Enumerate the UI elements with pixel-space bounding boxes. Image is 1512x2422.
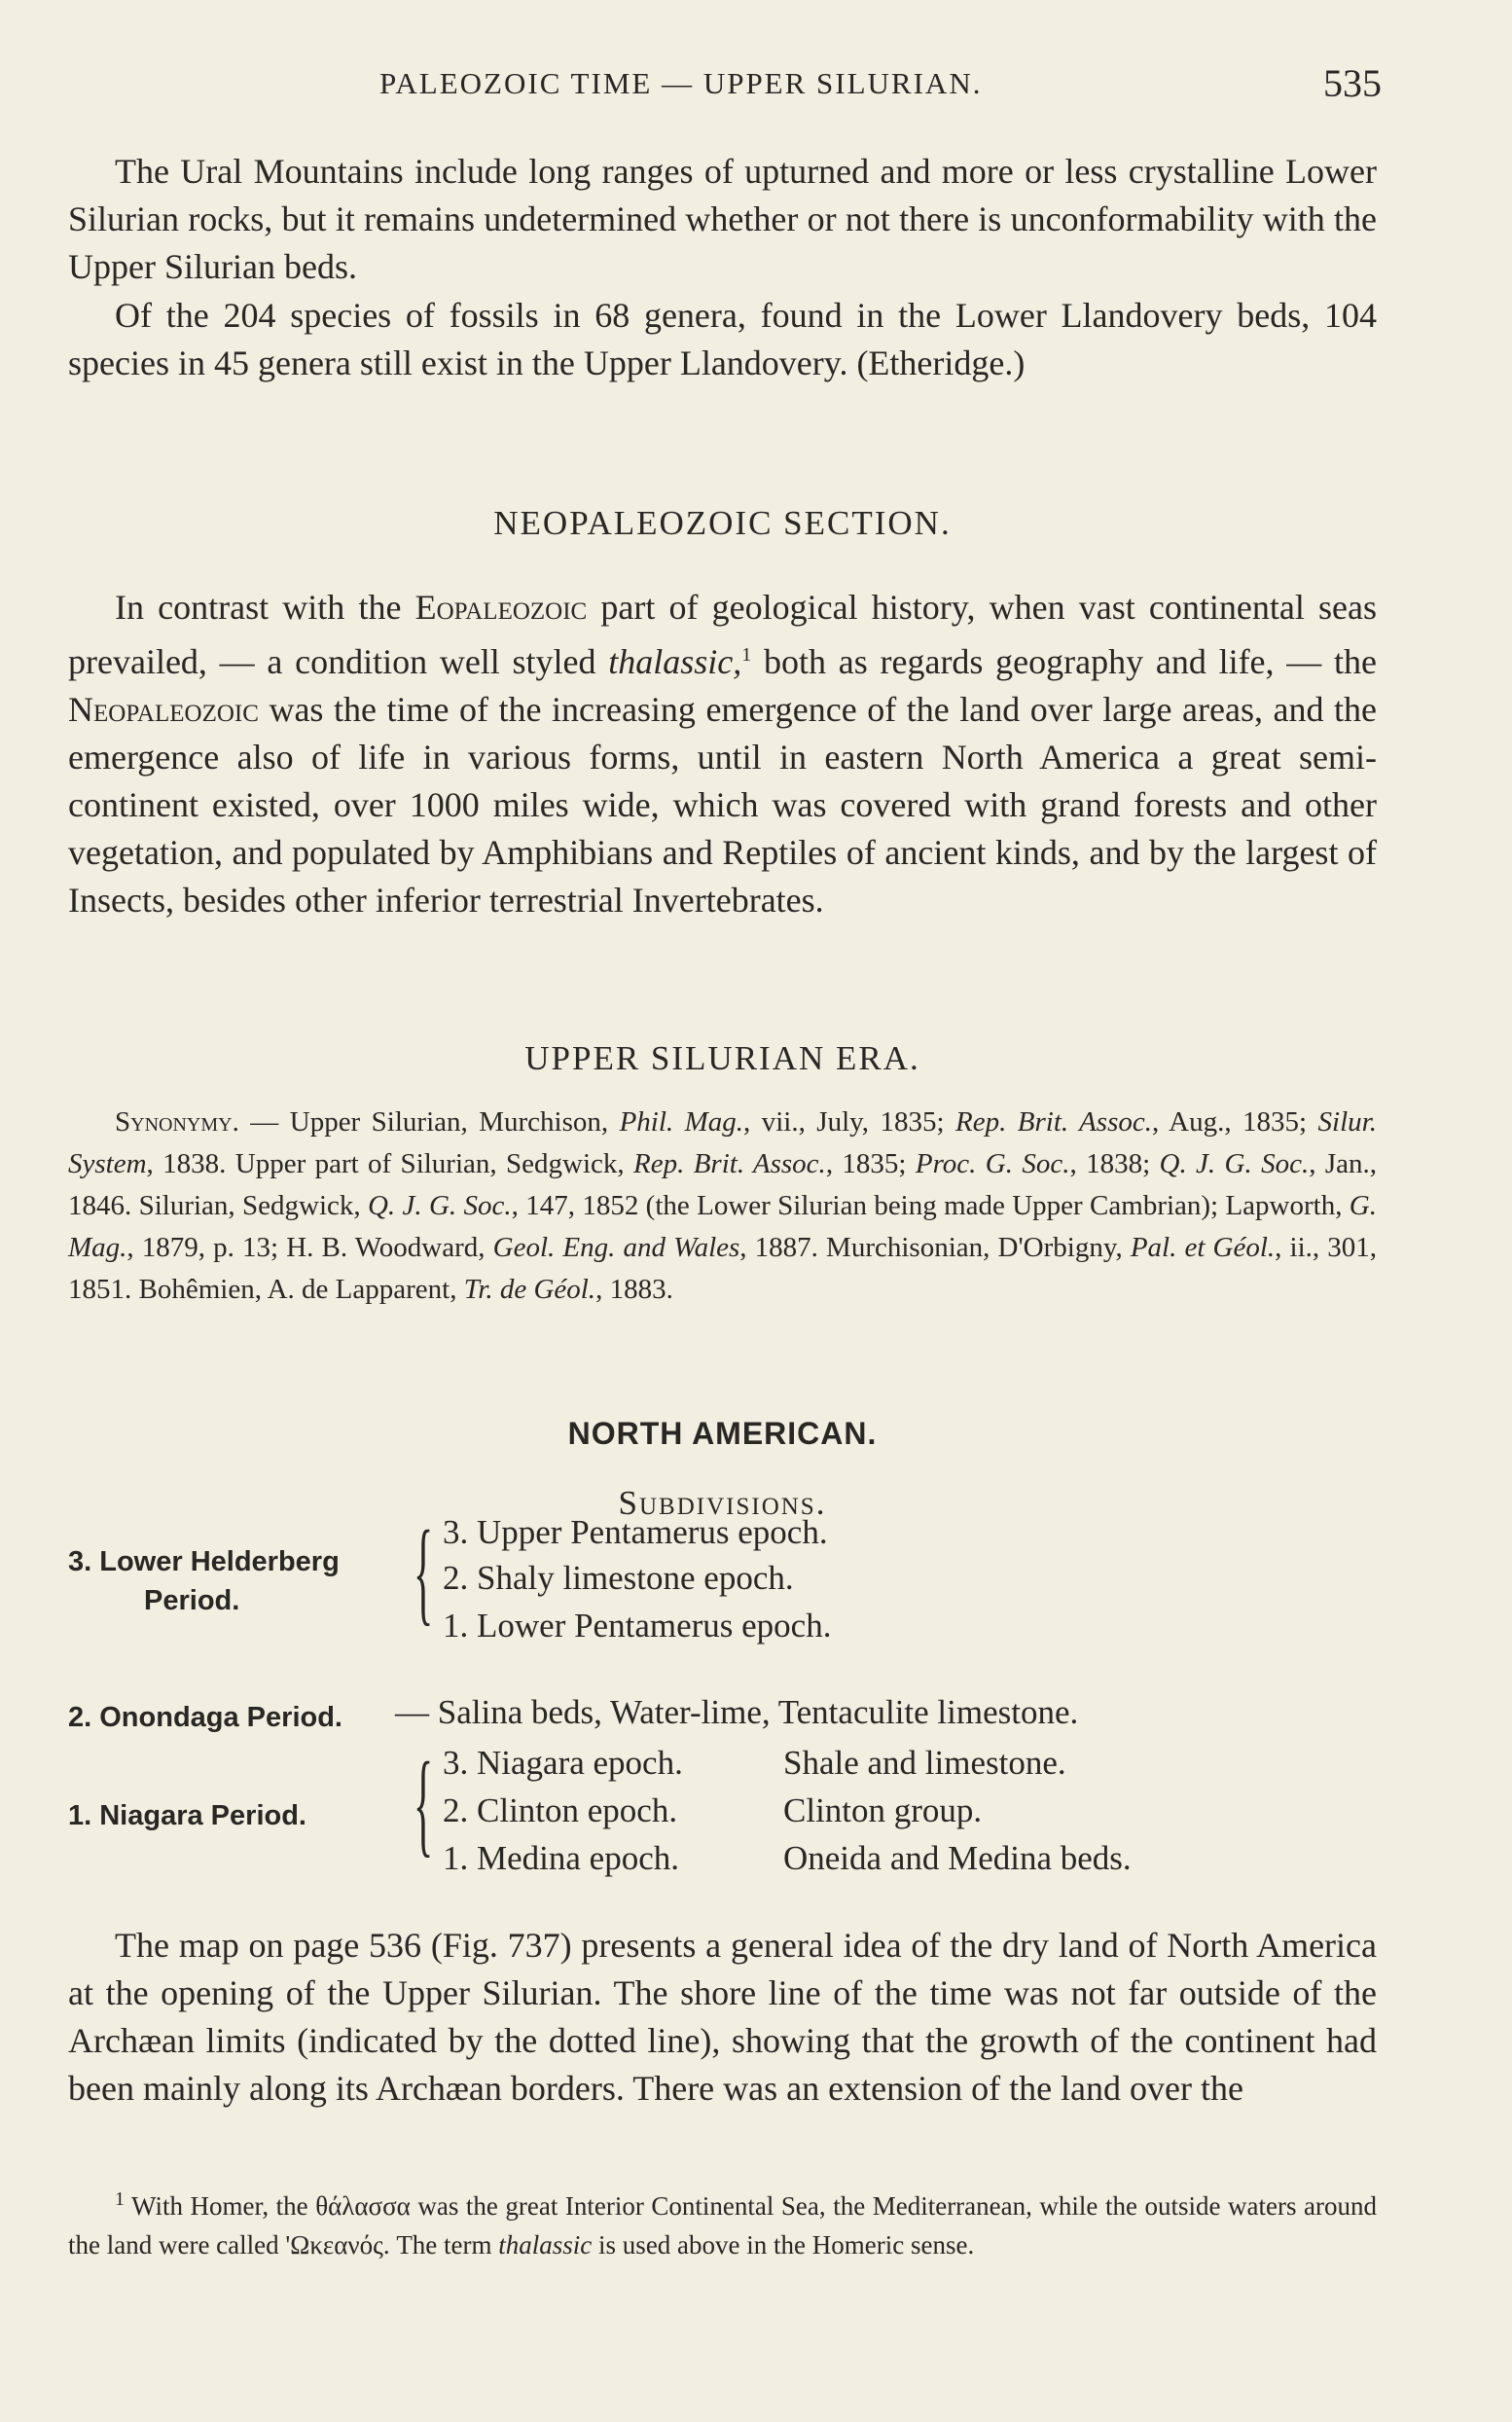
period-label: 3. Lower Helderberg <box>68 1546 340 1577</box>
subdivisions-table <box>68 1506 1377 1893</box>
footnote-number: 1 <box>115 2188 125 2210</box>
text-run: is used above in the Homeric sense. <box>592 2230 975 2259</box>
greek-word: 'Ωκεανός <box>285 2230 383 2259</box>
epoch-lower-pentamerus: 1. Lower Pentamerus epoch. <box>443 1607 832 1645</box>
citation: Pal. et Géol. <box>1130 1232 1276 1263</box>
running-title: PALEOZOIC TIME — UPPER SILURIAN. <box>379 66 983 100</box>
text-run: both as regards geography and life, — the <box>751 642 1377 681</box>
text-run: was the great Interior Continental Sea, the Mediterranean, while the outside waters around the land were called <box>68 2191 1377 2259</box>
epoch-clinton: 2. Clinton epoch. <box>443 1791 678 1829</box>
small-caps-term: Neopaleozoic <box>68 690 259 729</box>
citation: Q. J. G. Soc. <box>367 1190 512 1221</box>
text-run: — Upper Silurian, Murchison, <box>238 1106 620 1138</box>
citation: Silur. System <box>68 1106 1377 1179</box>
onondaga-description: — Salina beds, Water-lime, Tentaculite limestone. <box>395 1693 1079 1731</box>
brace: { <box>414 1738 434 1867</box>
epoch-medina-desc: Oneida and Medina beds. <box>783 1839 1132 1877</box>
text-run: , Jan., 1846. Silurian, Sedgwick, <box>68 1148 1377 1221</box>
text-run: In contrast with the <box>115 588 415 627</box>
text-run: , 1887. Murchisonian, D'Orbigny, <box>739 1232 1131 1263</box>
italic-term: thalassic, <box>608 642 742 681</box>
text-run: , 1838. Upper part of Silurian, Sedgwick, <box>146 1148 633 1179</box>
citation: Rep. Brit. Assoc. <box>955 1106 1153 1138</box>
text-run: With Homer, the <box>125 2191 316 2221</box>
citation: Rep. Brit. Assoc. <box>633 1148 826 1179</box>
small-caps-term: Eopaleozoic <box>414 588 588 627</box>
text-run: , 1835; <box>825 1148 916 1179</box>
epoch-niagara-desc: Shale and limestone. <box>783 1744 1066 1782</box>
text-run: , 147, 1852 (the Lower Silurian being made Upper Cambrian); Lapworth, <box>511 1190 1350 1221</box>
synonymy-paragraph <box>68 1102 1377 1311</box>
italic-term: thalassic <box>498 2230 593 2259</box>
text-run: was the time of the increasing emergence of the land over large areas, and the emergence also of life in various forms, until in eastern North America a great semi-continent existed, over 1000 miles wide, which was covered with grand forests and other vegetation, and populated by Amphibians and Reptiles of ancient kinds, and by the largest of Insects, besides other inferior terrestrial Invertebrates. <box>68 690 1377 920</box>
epoch-upper-pentamerus: 3. Upper Pentamerus epoch. <box>443 1513 828 1551</box>
period-lower-helderberg <box>68 1542 340 1620</box>
text-run: , vii., July, 1835; <box>743 1106 955 1138</box>
period-niagara: 1. Niagara Period. <box>68 1800 306 1831</box>
text-run: , Aug., 1835; <box>1152 1106 1318 1138</box>
upper-silurian-heading: UPPER SILURIAN ERA. <box>524 1039 920 1077</box>
page-header <box>68 60 1382 119</box>
citation: Geol. Eng. and Wales <box>492 1232 740 1263</box>
epoch-niagara: 3. Niagara epoch. <box>443 1744 683 1782</box>
footnote <box>68 2180 1377 2264</box>
text-run: part of geological history, when vast continental seas prevailed, — a condition well styled <box>68 588 1377 681</box>
page-number: 535 <box>1323 61 1382 105</box>
neopaleozoic-paragraph <box>68 584 1377 924</box>
neopaleozoic-heading: NEOPALEOZOIC SECTION. <box>493 504 952 542</box>
species-paragraph: Of the 204 species of fossils in 68 genera, found in the Lower Llandovery beds, 104 species in 45 genera still exist in the Upper Llandovery. (Etheridge.) <box>68 296 1377 382</box>
citation: G. Mag. <box>68 1190 1377 1263</box>
text-run: . The term <box>382 2230 499 2259</box>
text-run: , 1838; <box>1069 1148 1160 1179</box>
citation: Phil. Mag. <box>619 1106 744 1138</box>
subdivisions-heading: Subdivisions. <box>618 1484 827 1522</box>
brace: { <box>414 1506 434 1636</box>
text-run: , ii., 301, 1851. Bohêmien, A. de Lapparent, <box>68 1232 1378 1305</box>
map-paragraph: The map on page 536 (Fig. 737) presents a general idea of the dry land of North America at the opening of the Upper Silurian. The shore line of the time was not far outside of the Archæan limits (indicated by the dotted line), showing that the growth of the continent had been mainly along its Archæan borders. There was an extension of the land over the <box>68 1926 1377 2108</box>
citation: Proc. G. Soc. <box>915 1148 1070 1179</box>
citation: Q. J. G. Soc. <box>1159 1148 1310 1179</box>
synonymy-label: Synonymy. <box>115 1106 239 1138</box>
footnote-ref: 1 <box>741 644 752 666</box>
greek-word: θάλασσα <box>315 2191 411 2221</box>
epoch-clinton-desc: Clinton group. <box>783 1791 983 1829</box>
ural-paragraph: The Ural Mountains include long ranges of upturned and more or less crystalline Lower Silurian rocks, but it remains undetermined whether or not there is unconformability with the Upper Silurian beds. <box>68 152 1377 286</box>
epoch-medina: 1. Medina epoch. <box>443 1839 679 1877</box>
citation: Tr. de Géol. <box>463 1274 596 1305</box>
text-run: , 1879, p. 13; H. B. Woodward, <box>126 1232 493 1263</box>
period-onondaga: 2. Onondaga Period. <box>68 1702 342 1733</box>
period-label: Period. <box>144 1585 240 1616</box>
epoch-shaly-limestone: 2. Shaly limestone epoch. <box>443 1559 794 1597</box>
north-american-heading: NORTH AMERICAN. <box>567 1416 878 1451</box>
text-run: , 1883. <box>595 1274 673 1305</box>
